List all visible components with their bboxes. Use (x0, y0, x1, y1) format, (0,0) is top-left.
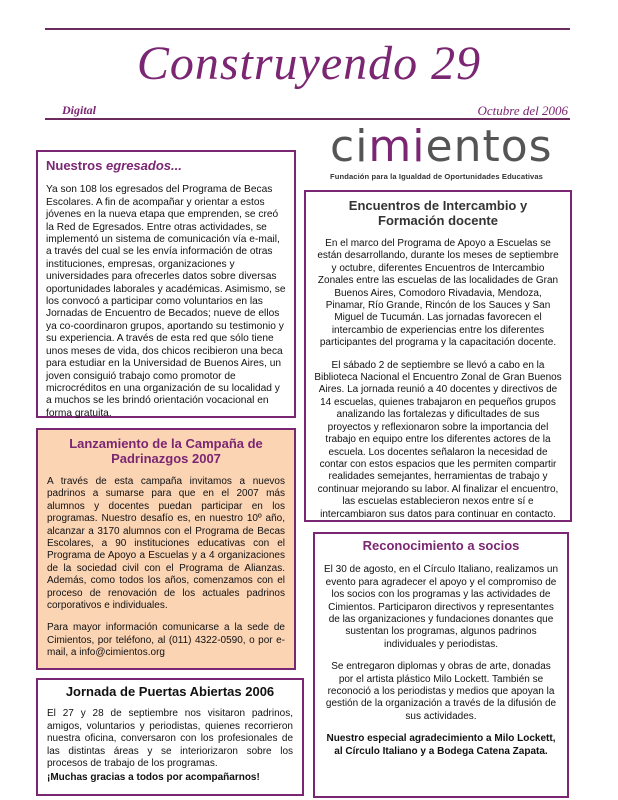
encuentros-text-2: El sábado 2 de septiembre se llevó a cabo en la Biblioteca Nacional el Encuentro Zonal de Gran Buenos Aires. La jornada reunió a 40 docentes y directivos de 14 escuelas, quienes trabajaron en pequeños grupos analizando las fortalezas y dificultades de sus proyectos y reflexionaron sobre la importancia del trabajo en equipo entre los diferentes actores de la escuela. Los docentes señalaron la necesidad de contar con estos espacios que les permiten compartir realidades semejantes, herramientas de trabajo y continuar mejorando su labor. Al finalizar el encuentro, las escuelas establecieron nexos entre sí e intercambiaron sus datos para continuar en contacto. (314, 359, 562, 520)
logo-wordmark: cimientos (330, 121, 553, 172)
cimientos-logo (330, 121, 570, 181)
encuentros-section (304, 190, 572, 522)
encuentros-title: Encuentros de Intercambio y Formación docente (348, 198, 528, 228)
egresados-section (36, 150, 296, 418)
reconocimiento-text-1: El 30 de agosto, en el Círculo Italiano, realizamos un evento para agradecer el apoyo y el compromiso de los socios con los programas y las actividades de Cimientos. Participaron directivos y representantes de las organizaciones y fundaciones donantes que sustentan los programas, algunos padrinos individuales y periodistas. (323, 564, 559, 650)
jornada-text: El 27 y 28 de septiembre nos visitaron padrinos, amigos, voluntarios y periodistas, quienes recorrieron nuestra oficina, conversaron con los profesionales de las distintas áreas y se interiorizaron sobre los procesos de trabajo de los programas. (47, 708, 293, 770)
jornada-title: Jornada de Puertas Abiertas 2006 (65, 684, 275, 699)
egresados-text: Ya son 108 los egresados del Programa de Becas Escolares. A fin de acompañar y orientar a estos jóvenes en la nueva etapa que emprenden, se creó la Red de Egresados. Entre otras actividades, se implementó un sistema de comunicación vía e-mail, a través del cual se les envía información de otras instituciones, empresas, organizaciones y universidades para ofrecerles datos sobre diversas oportunidades laborales y académicas. Asimismo, se los convocó a participar como voluntarios en las Jornadas de Encuentro de Becados; nueve de ellos ya co-coordinaron grupos, aportando su testimonio y su experiencia. A través de esta red que sólo tiene unos meses de vida, dos chicos recibieron una beca para estudiar en la Universidad de Buenos Aires, un joven consiguió trabajo como promotor de microcréditos en una organización de su localidad y a muchos se les brindó orientación vocacional en forma gratuita. (46, 184, 286, 419)
issue-date: Octubre del 2006 (477, 103, 568, 118)
encuentros-text-1: En el marco del Programa de Apoyo a Escuelas se están desarrollando, durante los meses de septiembre y octubre, diferentes Encuentros de Intercambio Zonales entre las escuelas de las localidades de Gran Buenos Aires, Comodoro Rivadavia, Mendoza, Pinamar, Río Grande, Rincón de los Sauces y San Miguel de Tucumán. Las jornadas favorecen el intercambio de experiencias entre los diferentes participantes del programa y la capacitación docente. (317, 238, 559, 349)
campana-text-1: A través de esta campaña invitamos a nuevos padrinos a sumarse para que en el 2007 más alumnos y docentes puedan participar en los programas. Nuestro desafío es, en nuestro 10º año, alcanzar a 3170 alumnos con el Programa de Becas Escolares, a 90 instituciones educativas con el Programa de Apoyo a Escuelas y a 4 organizaciones de la sociedad civil con el Programa de Alianzas. Además, como todos los años, comenzamos con el proceso de renovación de los actuales padrinos corporativos e individuales. (47, 476, 285, 612)
jornada-thanks: ¡Muchas gracias a todos por acompañarnos! (47, 772, 260, 784)
reconocimiento-thanks: Nuestro especial agradecimiento a Milo Lockett, al Círculo Italiano y a Bodega Catena Zapata. (326, 733, 556, 757)
reconocimiento-section (313, 532, 569, 798)
campana-section (36, 428, 296, 670)
reconocimiento-text-2: Se entregaron diplomas y obras de arte, donadas por el artista plástico Milo Lockett. También se reconoció a los periodistas y medios que apoyan la gestión de la organización a través de la difusión de sus actividades. (325, 661, 557, 722)
logo-tagline: Fundación para la Igualdad de Oportunidades Educativas (330, 172, 544, 181)
newsletter-title: Construyendo 29 (136, 37, 482, 90)
edition-label: Digital (62, 103, 97, 117)
top-rule (45, 28, 570, 30)
campana-text-2: Para mayor información comunicarse a la sede de Cimientos, por teléfono, al (011) 4322-0590, o por e-mail, a info@cimientos.org (47, 622, 285, 659)
jornada-section (36, 678, 304, 796)
sub-rule (45, 118, 570, 120)
reconocimiento-title: Reconocimiento a socios (362, 538, 520, 553)
egresados-title: Nuestros egresados... (46, 158, 182, 173)
campana-title: Lanzamiento de la Campaña de Padrinazgos 2007 (69, 436, 263, 466)
